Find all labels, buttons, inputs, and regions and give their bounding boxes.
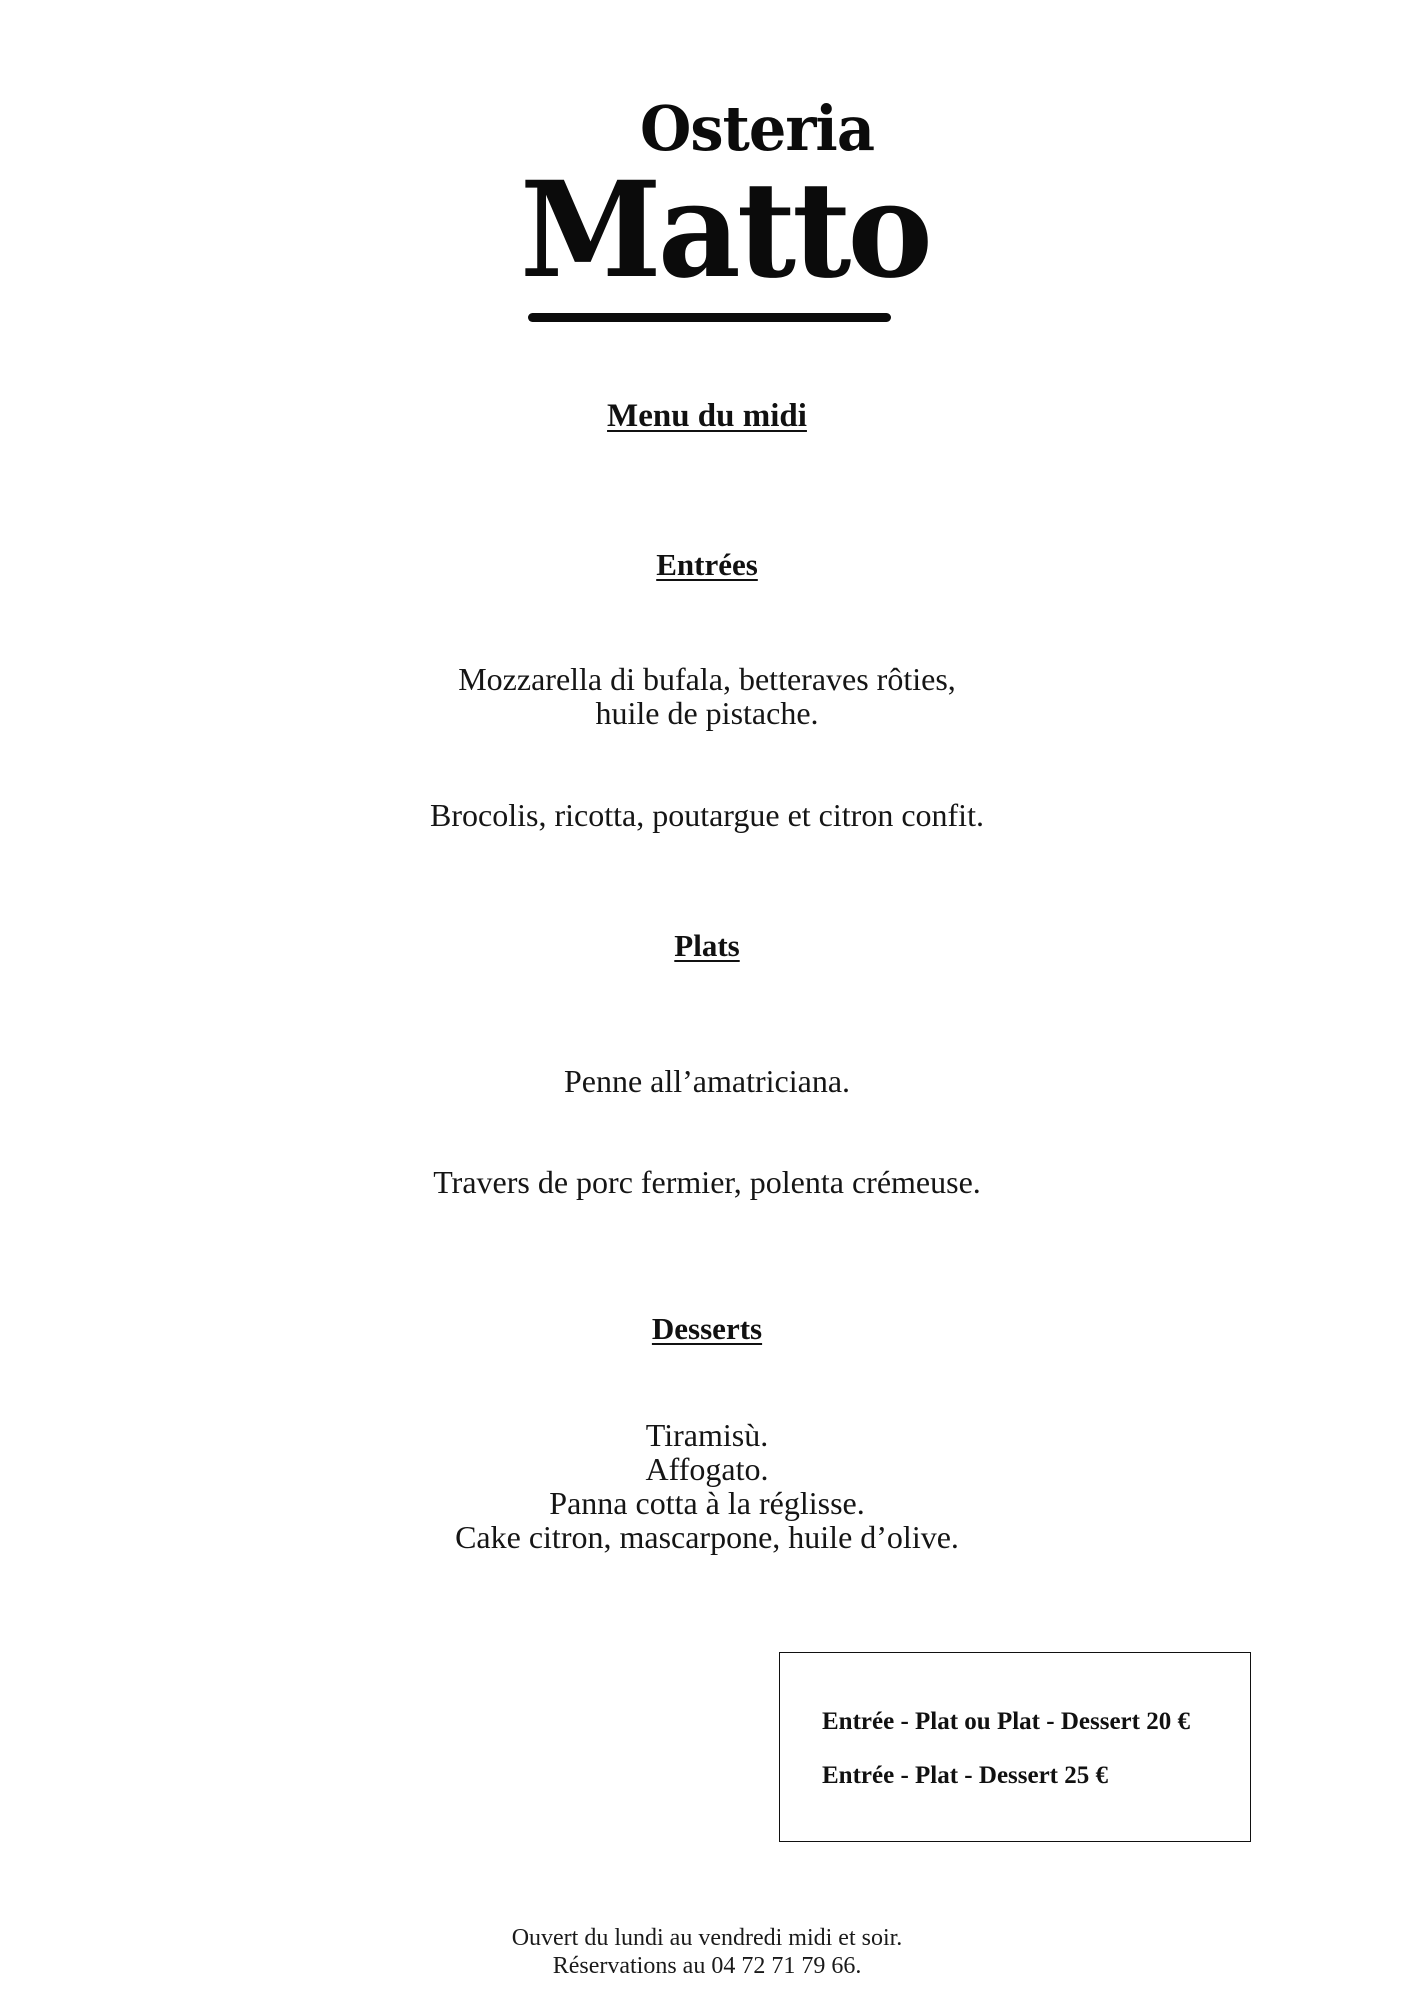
plat-item-1 xyxy=(400,1064,1014,1098)
logo-osteria-text: Osteria xyxy=(640,92,875,165)
opening-hours: Ouvert du lundi au vendredi midi et soir. xyxy=(511,1925,903,1951)
price-formula-2: Entrée - Plat - Dessert 25 € xyxy=(822,1762,1109,1789)
menu-title: Menu du midi xyxy=(607,398,807,434)
dessert-item-4: Cake citron, mascarpone, huile d’olive. xyxy=(455,1519,959,1555)
footer xyxy=(0,1924,1414,1980)
entree-1-line-2: huile de pistache. xyxy=(595,695,819,731)
price-box xyxy=(779,1652,1251,1842)
plat-1-line-1: Penne all’amatriciana. xyxy=(563,1063,851,1099)
entree-item-1 xyxy=(400,662,1014,730)
plat-2-line-1: Travers de porc fermier, polenta crémeuse. xyxy=(433,1164,981,1200)
section-title-desserts: Desserts xyxy=(651,1311,763,1346)
section-title-plats: Plats xyxy=(674,928,740,963)
logo-underline xyxy=(528,313,891,322)
reservations-phone: Réservations au 04 72 71 79 66. xyxy=(552,1953,862,1979)
logo-matto-text: Matto xyxy=(520,153,929,308)
price-formula-1: Entrée - Plat ou Plat - Dessert 20 € xyxy=(822,1708,1190,1735)
dessert-item-3: Panna cotta à la réglisse. xyxy=(549,1485,865,1521)
dessert-item-2: Affogato. xyxy=(645,1451,769,1487)
plat-item-2 xyxy=(380,1165,1034,1199)
entree-1-line-1: Mozzarella di bufala, betteraves rôties, xyxy=(458,661,956,697)
dessert-item-1: Tiramisù. xyxy=(645,1417,769,1453)
entree-2-line-1: Brocolis, ricotta, poutargue et citron confit. xyxy=(430,797,984,833)
dessert-list xyxy=(400,1418,1014,1554)
entree-item-2 xyxy=(380,798,1034,832)
section-title-entrees: Entrées xyxy=(656,547,758,582)
